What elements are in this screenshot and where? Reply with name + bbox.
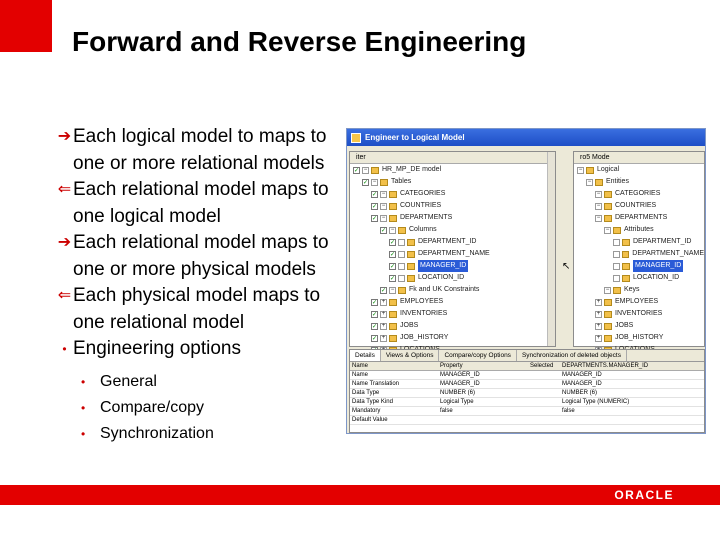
table-icon: [604, 311, 612, 318]
table-icon: [622, 251, 630, 258]
tree-row[interactable]: [574, 224, 704, 236]
checkbox-icon[interactable]: ✓: [372, 299, 378, 306]
table-icon: [407, 251, 415, 258]
property-cell: [530, 389, 562, 397]
tree-row[interactable]: [574, 212, 704, 224]
expand-toggle-icon[interactable]: −: [596, 202, 601, 209]
table-icon: [622, 263, 630, 270]
tree-row[interactable]: [574, 260, 704, 272]
tree-label: Entities: [606, 178, 629, 185]
oracle-logo: ORACLE: [614, 488, 674, 502]
table-icon: [407, 263, 415, 270]
table-icon: [622, 275, 630, 282]
tree-label: COUNTRIES: [615, 202, 657, 209]
expand-toggle-icon[interactable]: −: [390, 226, 395, 233]
expand-toggle-icon[interactable]: [613, 275, 620, 282]
property-cell: Mandatory: [352, 408, 381, 414]
arrow-left-icon: ⇐: [57, 181, 72, 198]
expand-toggle-icon[interactable]: −: [596, 190, 601, 197]
tab[interactable]: Details: [350, 350, 381, 361]
footer-bar: [0, 485, 720, 505]
tree-row[interactable]: [574, 308, 704, 320]
vertical-scrollbar[interactable]: [547, 152, 555, 346]
tree-label: DEPARTMENT_ID: [633, 238, 692, 245]
properties-header: [350, 362, 704, 371]
tree-row[interactable]: [350, 308, 555, 320]
property-row[interactable]: [350, 407, 704, 416]
tree-label: COUNTRIES: [400, 202, 442, 209]
tab[interactable]: Synchronization of deleted objects: [517, 350, 627, 361]
property-cell: Data Type Kind: [352, 399, 393, 405]
bullet-item: [56, 230, 346, 283]
tree-label: INVENTORIES: [615, 310, 663, 317]
bullet-text: Engineering options: [73, 338, 241, 359]
properties-panel: [349, 349, 705, 433]
property-cell: Default Value: [352, 417, 388, 423]
sub-bullet-item: [56, 369, 346, 395]
tree-row[interactable]: [574, 176, 704, 188]
table-icon: [389, 203, 397, 210]
bullet-text: Each relational model maps to one logical model: [73, 179, 329, 227]
expand-toggle-icon[interactable]: [398, 275, 405, 282]
sub-bullet-text: Compare/copy: [100, 398, 205, 416]
bullet-item: [56, 336, 346, 363]
table-icon: [613, 227, 621, 234]
expand-toggle-icon[interactable]: −: [381, 214, 386, 221]
tree-row[interactable]: [574, 284, 704, 296]
tree-label: MANAGER_ID: [418, 260, 468, 272]
expand-toggle-icon[interactable]: [613, 251, 620, 258]
tree-row[interactable]: [350, 332, 555, 344]
tree-label: Logical: [597, 166, 620, 173]
checkbox-icon[interactable]: ✓: [372, 311, 378, 318]
bullet-item: [56, 177, 346, 230]
checkbox-icon[interactable]: ✓: [390, 239, 396, 246]
tree-row[interactable]: [350, 236, 555, 248]
table-icon: [371, 167, 379, 174]
expand-toggle-icon[interactable]: −: [578, 166, 583, 173]
expand-toggle-icon[interactable]: −: [605, 286, 610, 293]
expand-toggle-icon[interactable]: +: [381, 322, 386, 329]
checkbox-icon[interactable]: ✓: [372, 215, 378, 222]
table-icon: [389, 215, 397, 222]
property-cell: MANAGER_ID: [440, 381, 480, 387]
table-icon: [407, 239, 415, 246]
expand-toggle-icon[interactable]: [613, 239, 620, 246]
tree-rows: [574, 164, 704, 356]
expand-toggle-icon[interactable]: +: [596, 298, 601, 305]
tree-label: DEPARTMENT_NAME: [632, 250, 704, 257]
tree-label: DEPARTMENTS: [615, 214, 668, 221]
tree-label: CATEGORIES: [400, 190, 446, 197]
sub-bullet-list: [56, 369, 346, 447]
table-icon: [604, 299, 612, 306]
expand-toggle-icon[interactable]: −: [605, 226, 610, 233]
tree-label: LOCATION_ID: [418, 274, 465, 281]
property-cell: [530, 371, 562, 379]
checkbox-icon[interactable]: ✓: [381, 227, 387, 234]
property-cell: Logical Type: [440, 399, 474, 405]
bullet-item: [56, 283, 346, 336]
property-row[interactable]: [350, 398, 704, 407]
property-cell: [440, 416, 530, 424]
property-cell: [530, 380, 562, 388]
checkbox-icon[interactable]: ✓: [390, 251, 396, 258]
tab-strip: [350, 350, 704, 362]
tab[interactable]: Views & Options: [381, 350, 440, 361]
bullet-dot-icon: •: [62, 342, 67, 356]
tree-header: iter: [350, 152, 555, 164]
tree-label: Fk and UK Constraints: [409, 286, 480, 293]
property-row[interactable]: [350, 380, 704, 389]
tree-label: DEPARTMENTS: [400, 214, 453, 221]
tree-row[interactable]: [350, 296, 555, 308]
tree-row[interactable]: [574, 272, 704, 284]
property-cell: [530, 416, 562, 424]
property-cell: false: [440, 408, 453, 414]
checkbox-icon[interactable]: ✓: [372, 191, 378, 198]
tree-rows: [350, 164, 555, 356]
logical-model-tree: [573, 151, 705, 347]
tree-label: JOB_HISTORY: [615, 334, 664, 341]
tree-label: DEPARTMENT_ID: [418, 238, 477, 245]
checkbox-icon[interactable]: ✓: [381, 287, 387, 294]
tree-label: MANAGER_ID: [633, 260, 683, 272]
expand-toggle-icon[interactable]: [398, 263, 405, 270]
property-cell: MANAGER_ID: [562, 381, 602, 387]
table-icon: [398, 287, 406, 294]
slide-title: Forward and Reverse Engineering: [72, 26, 527, 57]
tree-row[interactable]: [350, 272, 555, 284]
tree-row[interactable]: [350, 212, 555, 224]
tree-header: ro5 Mode: [574, 152, 704, 164]
arrow-right-icon: ➔: [57, 128, 72, 145]
checkbox-icon[interactable]: ✓: [390, 275, 396, 282]
tree-row[interactable]: [350, 176, 555, 188]
sub-bullet-item: [56, 421, 346, 447]
table-icon: [604, 191, 612, 198]
tree-row[interactable]: [350, 164, 555, 176]
tree-row[interactable]: [574, 236, 704, 248]
property-cell: Name Translation: [352, 381, 400, 387]
table-icon: [613, 287, 621, 294]
tree-label: LOCATION_ID: [633, 274, 680, 281]
tree-label: Attributes: [624, 226, 654, 233]
table-icon: [595, 179, 603, 186]
expand-toggle-icon[interactable]: [613, 263, 620, 270]
red-logo-square: [0, 0, 52, 52]
property-cell: Name: [352, 372, 369, 378]
tree-row[interactable]: [350, 320, 555, 332]
property-cell: [530, 398, 562, 406]
arrow-left-icon: ⇐: [57, 287, 72, 304]
table-icon: [586, 167, 594, 174]
property-cell: MANAGER_ID: [562, 372, 602, 378]
table-icon: [604, 203, 612, 210]
tree-row[interactable]: [350, 284, 555, 296]
expand-toggle-icon[interactable]: +: [596, 322, 601, 329]
property-row[interactable]: [350, 389, 704, 398]
expand-toggle-icon[interactable]: +: [596, 310, 601, 317]
tree-row[interactable]: [350, 248, 555, 260]
tree-row[interactable]: [574, 164, 704, 176]
table-icon: [389, 323, 397, 330]
table-icon: [604, 335, 612, 342]
expand-toggle-icon[interactable]: +: [596, 334, 601, 341]
tab[interactable]: Compare/copy Options: [439, 350, 516, 361]
dialog-title: Engineer to Logical Model: [365, 133, 465, 142]
table-icon: [389, 299, 397, 306]
engineer-dialog-screenshot: [346, 128, 706, 434]
tree-row[interactable]: [574, 248, 704, 260]
bullet-text: Each physical model maps to one relational model: [73, 285, 321, 333]
relational-model-tree: [349, 151, 556, 347]
checkbox-icon[interactable]: ✓: [372, 323, 378, 330]
checkbox-icon[interactable]: ✓: [390, 263, 396, 270]
tree-label: JOB_HISTORY: [400, 334, 449, 341]
dialog-titlebar: [347, 129, 705, 146]
tree-label: INVENTORIES: [400, 310, 448, 317]
property-cell: Logical Type (NUMERIC): [562, 399, 630, 405]
checkbox-icon[interactable]: ✓: [363, 179, 369, 186]
bullet-dot-icon: •: [81, 400, 86, 415]
tree-label: JOBS: [615, 322, 634, 329]
tree-row[interactable]: [574, 332, 704, 344]
property-cell: NUMBER (6): [562, 390, 598, 396]
table-icon: [407, 275, 415, 282]
table-icon: [389, 311, 397, 318]
tree-row[interactable]: [574, 200, 704, 212]
bullet-dot-icon: •: [81, 426, 86, 441]
tree-label: Tables: [391, 178, 412, 185]
tree-label: Columns: [409, 226, 437, 233]
expand-toggle-icon[interactable]: [398, 251, 405, 258]
checkbox-icon[interactable]: ✓: [372, 203, 378, 210]
column-header: Selected: [530, 363, 554, 369]
property-cell: [562, 416, 704, 424]
arrow-right-icon: ➔: [57, 234, 72, 251]
expand-toggle-icon[interactable]: −: [372, 178, 377, 185]
tree-label: EMPLOYEES: [615, 298, 659, 305]
tree-row[interactable]: [350, 188, 555, 200]
property-cell: NUMBER (6): [440, 390, 476, 396]
sub-bullet-item: [56, 395, 346, 421]
bullet-list: [56, 124, 346, 447]
bullet-dot-icon: •: [81, 374, 86, 389]
expand-toggle-icon[interactable]: −: [381, 190, 386, 197]
column-header: DEPARTMENTS.MANAGER_ID: [562, 363, 649, 369]
table-icon: [380, 179, 388, 186]
table-icon: [604, 215, 612, 222]
expand-toggle-icon[interactable]: −: [363, 166, 368, 173]
dialog-app-icon: [351, 133, 361, 143]
property-cell: Data Type: [352, 390, 380, 396]
checkbox-icon[interactable]: ✓: [354, 167, 360, 174]
expand-toggle-icon[interactable]: −: [381, 202, 386, 209]
tree-row[interactable]: [350, 260, 555, 272]
tree-label: Keys: [624, 286, 640, 293]
tree-label: EMPLOYEES: [400, 298, 444, 305]
tree-label: JOBS: [400, 322, 419, 329]
checkbox-icon[interactable]: ✓: [372, 335, 378, 342]
expand-toggle-icon[interactable]: −: [390, 286, 395, 293]
bullet-text: Each relational model maps to one or more physical models: [73, 232, 329, 280]
table-icon: [622, 239, 630, 246]
expand-toggle-icon[interactable]: −: [587, 178, 592, 185]
tree-label: CATEGORIES: [615, 190, 661, 197]
properties-rows: [350, 371, 704, 425]
table-icon: [604, 323, 612, 330]
table-icon: [398, 227, 406, 234]
bullet-text: Each logical model to maps to one or more relational models: [73, 126, 327, 174]
property-cell: MANAGER_ID: [440, 372, 480, 378]
expand-toggle-icon[interactable]: [398, 239, 405, 246]
table-icon: [389, 335, 397, 342]
tree-row[interactable]: [574, 188, 704, 200]
sub-bullet-text: General: [100, 372, 157, 390]
property-row[interactable]: [350, 371, 704, 380]
expand-toggle-icon[interactable]: +: [381, 298, 386, 305]
bullet-item: [56, 124, 346, 177]
column-header: Name: [352, 363, 369, 369]
column-header: Property: [440, 363, 463, 369]
sub-bullet-text: Synchronization: [100, 424, 214, 442]
expand-toggle-icon[interactable]: +: [381, 334, 386, 341]
tree-label: DEPARTMENT_NAME: [418, 250, 490, 257]
tree-label: HR_MP_DE model: [382, 166, 442, 173]
expand-toggle-icon[interactable]: +: [381, 310, 386, 317]
table-icon: [389, 191, 397, 198]
tree-row[interactable]: [574, 296, 704, 308]
tree-row[interactable]: [574, 320, 704, 332]
expand-toggle-icon[interactable]: −: [596, 214, 601, 221]
tree-row[interactable]: [350, 200, 555, 212]
property-row[interactable]: [350, 416, 704, 425]
mouse-cursor-icon: ↖: [562, 261, 571, 272]
tree-row[interactable]: [350, 224, 555, 236]
property-cell: false: [562, 408, 575, 414]
property-cell: [530, 407, 562, 415]
